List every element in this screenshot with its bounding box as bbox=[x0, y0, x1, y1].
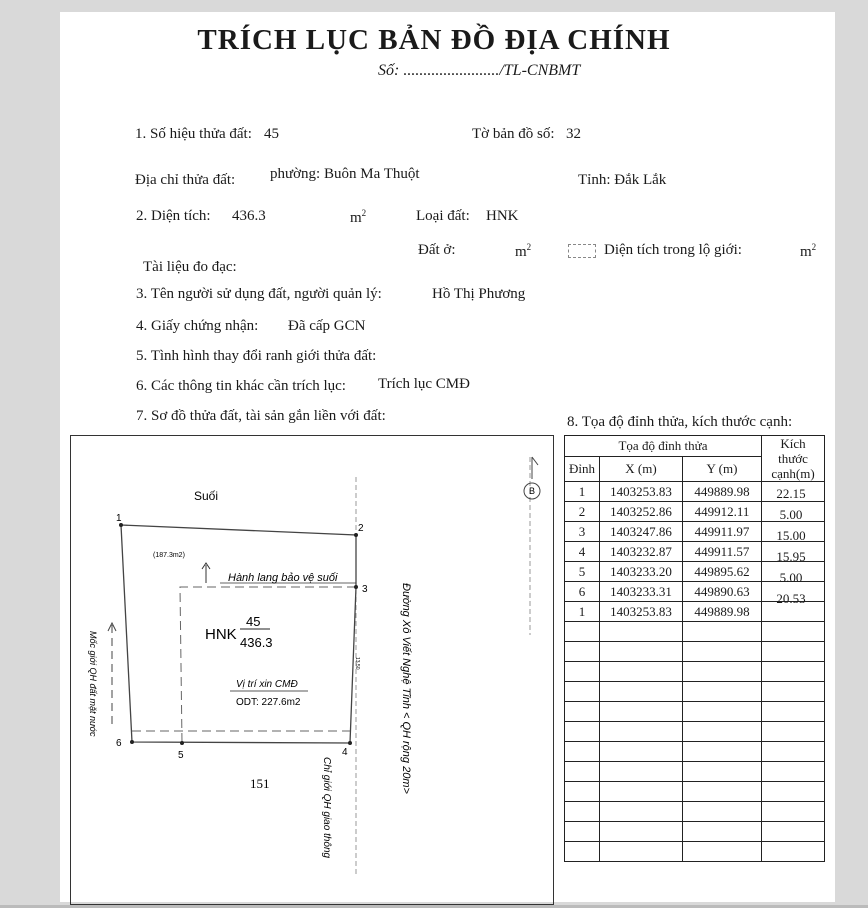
document-number bbox=[378, 62, 580, 80]
coords-header: Tọa độ đỉnh thửa bbox=[565, 436, 762, 457]
map-sheet-label: Tờ bản đồ số: bbox=[472, 126, 555, 142]
empty-row bbox=[565, 822, 825, 842]
corridor-line bbox=[180, 587, 356, 743]
vertex-label-3: 3 bbox=[362, 584, 368, 595]
area-value: 436.3 bbox=[232, 208, 266, 224]
area-unit: $m^2$ bbox=[350, 208, 367, 226]
empty-row bbox=[565, 722, 825, 742]
coord-cell-y: 449911.57 bbox=[683, 542, 762, 562]
owner-value: Hồ Thị Phương bbox=[432, 286, 526, 302]
land-type-value: HNK bbox=[486, 208, 519, 224]
stream-label: Suối bbox=[194, 489, 219, 503]
empty-row bbox=[565, 802, 825, 822]
cmd-position-label: Vị trí xin CMĐ bbox=[236, 679, 298, 690]
empty-row bbox=[565, 622, 825, 642]
edge-header: Kích thước cạnh(m) bbox=[762, 436, 825, 482]
map-sheet-value: 32 bbox=[566, 126, 581, 142]
coord-cell-v: 2 bbox=[565, 502, 600, 522]
address-label: Địa chỉ thửa đất: bbox=[135, 172, 236, 188]
vertex-6 bbox=[130, 740, 134, 744]
coords-label: 8. Tọa độ đỉnh thửa, kích thước cạnh: bbox=[567, 414, 793, 430]
coord-cell-x: 1403247.86 bbox=[600, 522, 683, 542]
y-header: Y (m) bbox=[683, 457, 762, 482]
certificate-label: 4. Giấy chứng nhận: bbox=[136, 318, 259, 334]
edge-length: 22.15 bbox=[776, 486, 806, 501]
residential-label: Đất ở: bbox=[418, 242, 456, 258]
vertex-5 bbox=[180, 741, 184, 745]
vertex-label-6: 6 bbox=[116, 738, 122, 749]
survey-docs-label: Tài liệu đo đạc: bbox=[143, 259, 237, 275]
residential-unit: $m^2$ bbox=[515, 242, 532, 260]
coord-cell-v: 5 bbox=[565, 562, 600, 582]
empty-row bbox=[565, 762, 825, 782]
small-area-label: (187.3m2) bbox=[153, 552, 185, 559]
page-title: TRÍCH LỤC BẢN ĐỒ ĐỊA CHÍNH bbox=[197, 24, 671, 56]
coord-cell-v: 6 bbox=[565, 582, 600, 602]
empty-row bbox=[565, 642, 825, 662]
edge-length: 15.00 bbox=[776, 528, 806, 543]
sketch-label: 7. Sơ đồ thửa đất, tài sản gắn liền với đất: bbox=[136, 408, 386, 424]
coord-cell-x: 1403253.83 bbox=[600, 482, 683, 502]
neighbor-parcel: 151 bbox=[250, 776, 270, 791]
vertex-header: Đỉnh bbox=[565, 457, 600, 482]
coord-cell-x: 1403252.86 bbox=[600, 502, 683, 522]
parcel-number-value: 45 bbox=[264, 126, 279, 142]
north-letter: B bbox=[529, 486, 536, 496]
certificate-value: Đã cấp GCN bbox=[288, 318, 366, 334]
coord-cell-y: 449889.98 bbox=[683, 482, 762, 502]
water-boundary-label: Mốc giới QH đất mặt nước bbox=[88, 631, 98, 737]
empty-row bbox=[565, 682, 825, 702]
dimension-label: 13.50 bbox=[354, 657, 360, 670]
edge-length: 20.53 bbox=[776, 591, 806, 606]
vertex-3 bbox=[354, 585, 358, 589]
coord-cell-v: 1 bbox=[565, 602, 600, 622]
road-name-label: Đường Xô Viết Nghệ Tĩnh < QH rộng 20m> bbox=[400, 583, 412, 794]
edge-length: 15.95 bbox=[776, 549, 806, 564]
coord-cell-y: 449890.63 bbox=[683, 582, 762, 602]
coord-cell-v: 4 bbox=[565, 542, 600, 562]
edge-length: 5.00 bbox=[779, 507, 803, 522]
vertex-label-2: 2 bbox=[358, 523, 364, 534]
edge-length: 5.00 bbox=[779, 570, 803, 585]
coord-cell-v: 3 bbox=[565, 522, 600, 542]
coord-cell-v: 1 bbox=[565, 482, 600, 502]
parcel-area: 436.3 bbox=[240, 635, 273, 650]
coord-cell-y: 449912.11 bbox=[683, 502, 762, 522]
parcel-sketch bbox=[70, 435, 554, 905]
road-area-label: Diện tích trong lộ giới: bbox=[604, 242, 742, 258]
sketch-frame bbox=[71, 436, 554, 905]
address-province: Tỉnh: Đắk Lắk bbox=[578, 172, 667, 188]
coord-cell-x: 1403233.20 bbox=[600, 562, 683, 582]
odt-label: ODT: 227.6m2 bbox=[236, 697, 301, 708]
land-type-label: Loại đất: bbox=[416, 208, 470, 224]
empty-row bbox=[565, 662, 825, 682]
coord-cell-y: 449911.97 bbox=[683, 522, 762, 542]
vertex-4 bbox=[348, 741, 352, 745]
parcel-number: 45 bbox=[246, 614, 261, 629]
parcel-type: HNK bbox=[205, 626, 237, 643]
coord-cell-x: 1403233.31 bbox=[600, 582, 683, 602]
number-label: Số: bbox=[378, 62, 400, 79]
coord-cell-y: 449889.98 bbox=[683, 602, 762, 622]
owner-label: 3. Tên người sử dụng đất, người quản lý: bbox=[136, 286, 382, 302]
parcel-number-label: 1. Số hiệu thửa đất: bbox=[135, 126, 252, 142]
coord-cell-y: 449895.62 bbox=[683, 562, 762, 582]
other-info-value: Trích lục CMĐ bbox=[378, 376, 470, 392]
road-area-unit: $m^2$ bbox=[800, 242, 817, 260]
boundary-change-label: 5. Tình hình thay đổi ranh giới thửa đất: bbox=[136, 348, 377, 364]
area-label: 2. Diện tích: bbox=[136, 208, 211, 224]
empty-row bbox=[565, 702, 825, 722]
empty-row bbox=[565, 782, 825, 802]
corridor-label: Hành lang bảo vệ suối bbox=[228, 572, 338, 584]
address-ward: phường: Buôn Ma Thuột bbox=[270, 166, 420, 182]
x-header: X (m) bbox=[600, 457, 683, 482]
empty-row bbox=[565, 742, 825, 762]
road-area-legend-box bbox=[568, 244, 596, 258]
coord-cell-x: 1403232.87 bbox=[600, 542, 683, 562]
number-value: ........................ bbox=[403, 62, 500, 79]
coord-cell-x: 1403253.83 bbox=[600, 602, 683, 622]
vertex-label-4: 4 bbox=[342, 747, 348, 758]
vertex-label-1: 1 bbox=[116, 513, 122, 524]
vertex-label-5: 5 bbox=[178, 750, 184, 761]
number-suffix: /TL-CNBMT bbox=[499, 62, 581, 79]
empty-row bbox=[565, 842, 825, 862]
traffic-boundary-label: Chỉ giới QH giao thông bbox=[321, 757, 332, 859]
other-info-label: 6. Các thông tin khác cần trích lục: bbox=[136, 378, 346, 394]
